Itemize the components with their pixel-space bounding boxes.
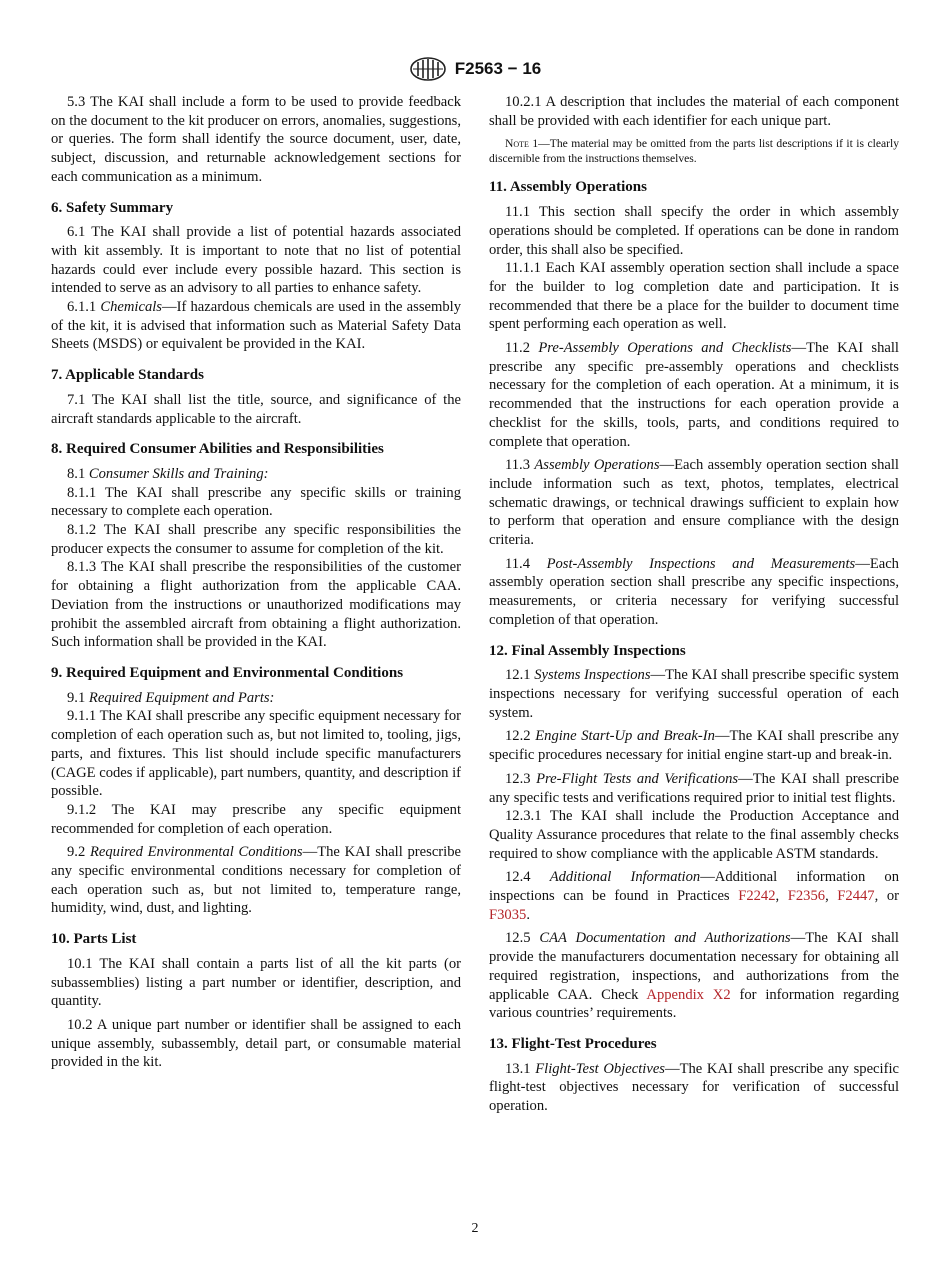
page-number: 2 [471, 1221, 479, 1236]
paragraph-11-2: 11.2 Pre-Assembly Operations and Checklists—The KAI shall prescribe any specific pre-assembly operations and checklists necessary for the completion of each operation. At a minimum, it is recommended that the instructions for each operation provide a checklist for the skills, tools, parts, and conditions required to complete that operation. [489, 340, 899, 450]
paragraph-9-1-1: 9.1.1 The KAI shall prescribe any specific equipment necessary for completion of each operation such as, but not limited to, tooling, jigs, parts, and fixtures. This list should include specific manufacturers (CAGE codes if applicable), part numbers, quantity, and description if possible. [51, 708, 461, 800]
paragraph-9-1: 9.1 Required Equipment and Parts: [67, 689, 275, 706]
document-title: F2563 − 16 [454, 59, 542, 78]
paragraph-6-1-1: 6.1.1 Chemicals—If hazardous chemicals are used in the assembly of the kit, it is advised that information such as Material Safety Data Sheets (MSDS) or equivalent be provided in the KAI. [51, 299, 461, 353]
right-column [489, 93, 899, 1116]
paragraph-13-1: 13.1 Flight-Test Objectives—The KAI shall prescribe any specific flight-test objectives necessary for verification of successful operation. [489, 1060, 899, 1115]
section-9-heading: 9. Required Equipment and Environmental Conditions [51, 664, 404, 681]
paragraph-5-3: 5.3 The KAI shall include a form to be used to provide feedback on the document to the kit producer on errors, anomalies, suggestions, or queries. The form shall identify the source document, user, date, subject, discussion, and returnable acknowledgement sections for each communication as a minimum. [51, 94, 461, 185]
paragraph-12-3-1: 12.3.1 The KAI shall include the Production Acceptance and Quality Assurance procedures that relate to the final assembly checks required to show compliance with the applicable ASTM standards. [489, 808, 899, 862]
paragraph-12-4: 12.4 Additional Information—Additional information on inspections can be found in Practices F2242, F2356, F2447, or F3035. [489, 869, 900, 923]
paragraph-7-1: 7.1 The KAI shall list the title, source, and significance of the aircraft standards applicable to the aircraft. [51, 391, 461, 427]
paragraph-11-1-1: 11.1.1 Each KAI assembly operation section shall include a space for the builder to log completion date and participation. It is recommended that there be a place for the builder to document time spent performing each operation as well. [489, 260, 899, 333]
link-f3035[interactable]: F3035 [489, 906, 527, 923]
section-8-heading: 8. Required Consumer Abilities and Responsibilities [51, 441, 384, 458]
paragraph-11-3: 11.3 Assembly Operations—Each assembly operation section shall include information such as text, photos, templates, electrical schematic drawings, or technical drawings sufficient to explain how to perform that operation and ensure compliance with the design criteria. [489, 457, 899, 549]
paragraph-12-3: 12.3 Pre-Flight Tests and Verifications—The KAI shall prescribe any specific tests and verifications required prior to initial test flights. [489, 770, 899, 806]
link-f2447[interactable]: F2447 [837, 888, 875, 905]
paragraph-10-1: 10.1 The KAI shall contain a parts list of all the kit parts (or subassemblies) listing a part number or identifier, description, and quantity. [51, 955, 461, 1010]
link-appendix-x2[interactable]: Appendix X2 [646, 986, 731, 1003]
paragraph-11-1: 11.1 This section shall specify the order in which assembly operations should be completed. If operations can be done in random order, this shall also be specified. [489, 204, 899, 258]
section-12-heading: 12. Final Assembly Inspections [489, 642, 686, 659]
link-f2242[interactable]: F2242 [738, 888, 776, 905]
paragraph-12-5: 12.5 CAA Documentation and Authorizations—The KAI shall provide the manufacturers documentation necessary for obtaining all required registration, inspections, and authorizations from the applicable CAA. Check Appendix X2 for information regarding various countries’ requirements. [489, 930, 899, 1022]
paragraph-8-1-3: 8.1.3 The KAI shall prescribe the responsibilities of the customer for obtaining a flight authorization from the applicable CAA. Deviation from the instructions or unauthorized modifications may prohibit the assembled aircraft from obtaining a flight authorization. Such information shall be provided in the KAI. [51, 559, 461, 651]
paragraph-6-1: 6.1 The KAI shall provide a list of potential hazards associated with kit assembly. It is important to note that no list of potential hazards could ever include every possible hazard. This section is intended to serve as an advisory to all parties to enhance safety. [51, 224, 461, 297]
link-f2356[interactable]: F2356 [787, 888, 826, 905]
paragraph-10-2-1: 10.2.1 A description that includes the material of each component shall be provided with each identifier for each unique part. [489, 94, 899, 129]
section-13-heading: 13. Flight-Test Procedures [489, 1035, 657, 1052]
page-header [0, 56, 950, 82]
note-1: Note 1—The material may be omitted from the parts list descriptions if it is clearly discernible from the instructions themselves. [489, 137, 900, 166]
paragraph-8-1: 8.1 Consumer Skills and Training: [67, 465, 269, 482]
section-6-heading: 6. Safety Summary [51, 199, 174, 216]
paragraph-10-2: 10.2 A unique part number or identifier shall be assigned to each unique assembly, subassembly, detail part, or consumable material provided in the kit. [51, 1016, 461, 1071]
paragraph-11-4: 11.4 Post-Assembly Inspections and Measurements—Each assembly operation section shall prescribe any specific inspections, measurements, or criteria necessary for verifying successful completion of that operation. [489, 555, 899, 628]
left-column [51, 93, 461, 1072]
paragraph-9-2: 9.2 Required Environmental Conditions—The KAI shall prescribe any specific environmental conditions necessary for completion of each operation such as, but not limited to, temperature range, humidity, wind, dust, and lighting. [51, 844, 461, 917]
section-11-heading: 11. Assembly Operations [489, 179, 647, 196]
paragraph-12-2: 12.2 Engine Start-Up and Break-In—The KAI shall prescribe any specific procedures necessary for initial engine start-up and break-in. [489, 728, 899, 764]
paragraph-12-1: 12.1 Systems Inspections—The KAI shall prescribe specific system inspections necessary for verifying successful operation of each system. [489, 667, 900, 721]
section-7-heading: 7. Applicable Standards [51, 367, 204, 384]
astm-logo-icon [409, 56, 447, 82]
paragraph-8-1-1: 8.1.1 The KAI shall prescribe any specific skills or training necessary to complete each operation. [51, 484, 461, 520]
paragraph-9-1-2: 9.1.2 The KAI may prescribe any specific equipment recommended for completion of each operation. [51, 801, 461, 837]
section-10-heading: 10. Parts List [51, 931, 137, 948]
paragraph-8-1-2: 8.1.2 The KAI shall prescribe any specific responsibilities the producer expects the consumer to assume for completion of the kit. [51, 522, 461, 557]
